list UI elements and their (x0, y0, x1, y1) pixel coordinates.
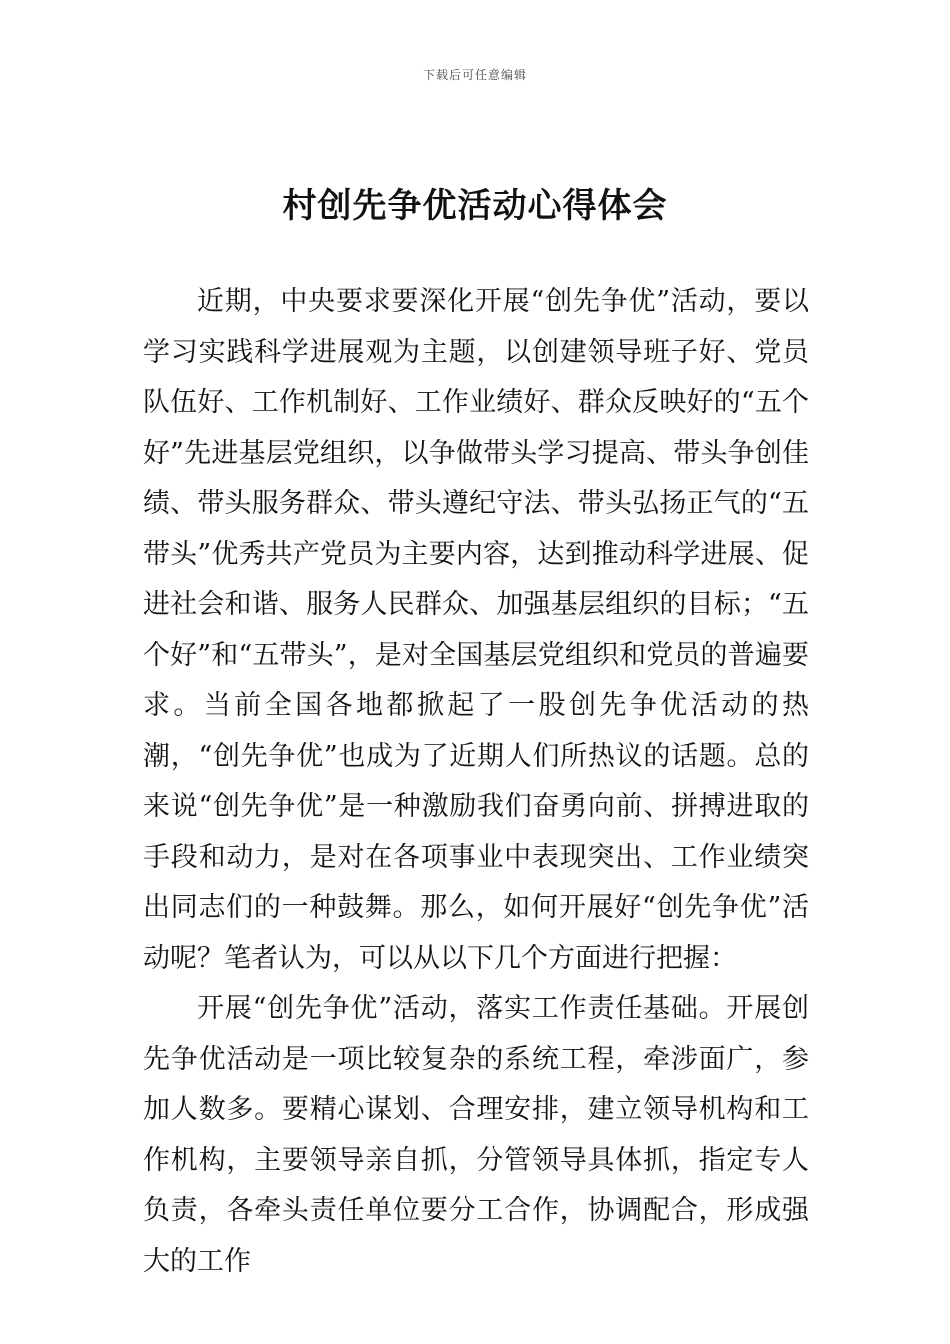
body-paragraph: 近期，中央要求要深化开展“创先争优”活动，要以学习实践科学进展观为主题，以创建领导班子好、党员队伍好、工作机制好、工作业绩好、群众反映好的“五个好”先进基层党组织，以争做带头学习提高、带头争创佳绩、带头服务群众、带头遵纪守法、带头弘扬正气的“五带头”优秀共产党员为主要内容，达到推动科学进展、促进社会和谐、服务人民群众、加强基层组织的目标；“五个好”和“五带头”，是对全国基层党组织和党员的普遍要求。当前全国各地都掀起了一股创先争优活动的热潮，“创先争优”也成为了近期人们所热议的话题。总的来说“创先争优”是一种激励我们奋勇向前、拼搏进取的手段和动力，是对在各项事业中表现突出、工作业绩突出同志们的一种鼓舞。那么，如何开展好“创先争优”活动呢？笔者认为，可以从以下几个方面进行把握： (143, 286, 809, 974)
header-note: 下载后可任意编辑 (422, 68, 527, 82)
document-body (143, 277, 809, 1287)
document-title: 村创先争优活动心得体会 (282, 186, 668, 226)
body-paragraph: 开展“创先争优”活动，落实工作责任基础。开展创先争优活动是一项比较复杂的系统工程，牵涉面广，参加人数多。要精心谋划、合理安排，建立领导机构和工作机构，主要领导亲自抓，分管领导具体抓，指定专人负责，各牵头责任单位要分工合作，协调配合，形成强大的工作 (143, 993, 809, 1277)
